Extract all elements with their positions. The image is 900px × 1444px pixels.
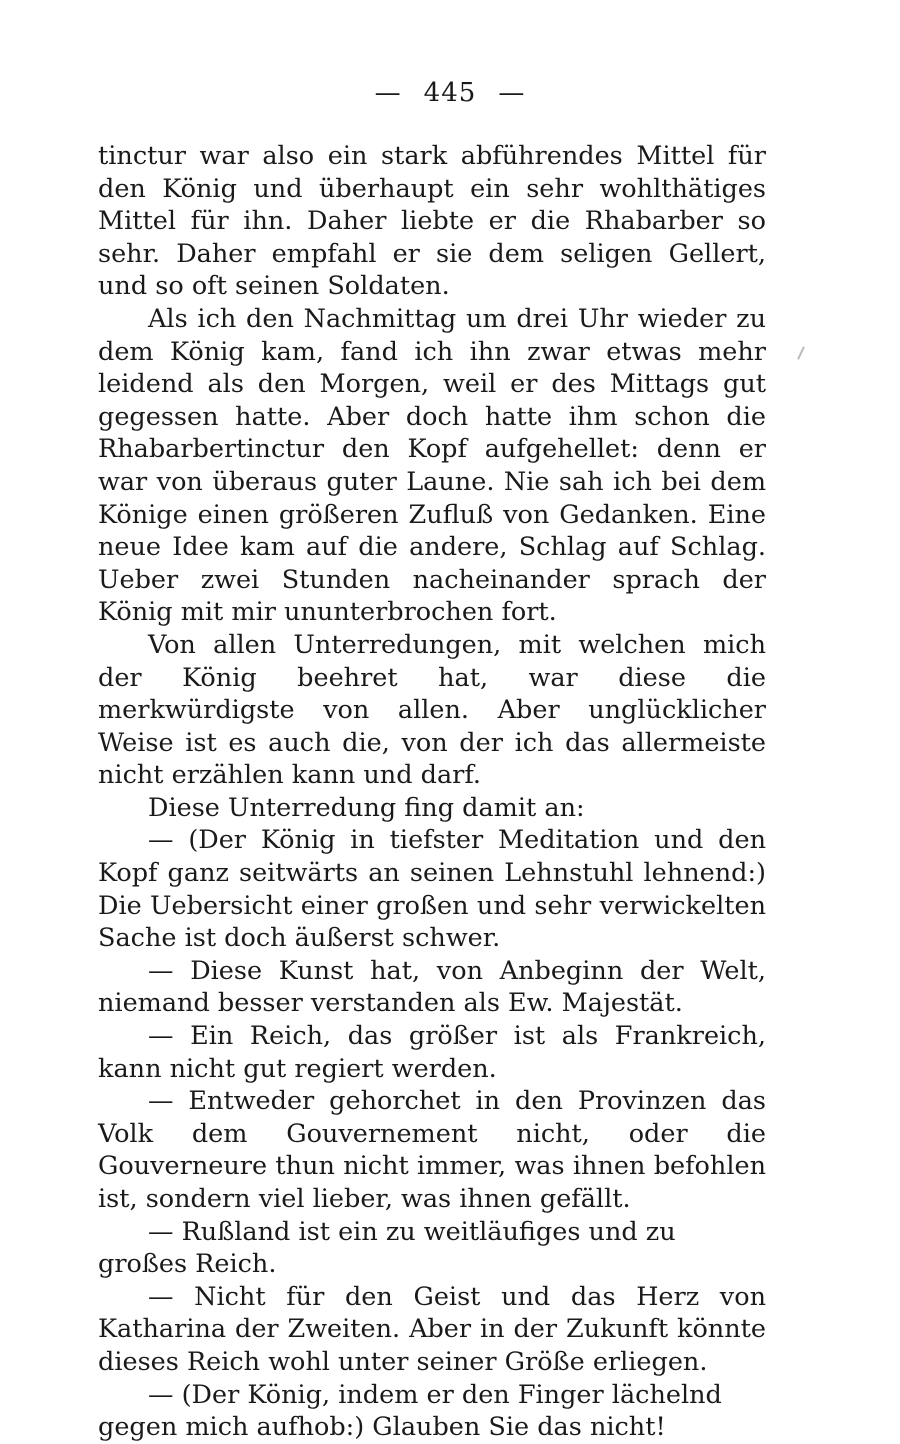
dialogue-line-6: — Nicht für den Geist und das Herz von Katharina der Zweiten. Aber in der Zukunft könnte dieses Reich wohl unter seiner Größe erliegen.: [98, 1281, 766, 1377]
pencil-mark: [797, 346, 805, 360]
dialogue-line-2: — Diese Kunst hat, von Anbeginn der Welt, niemand besser verstanden als Ew. Majestät.: [98, 955, 766, 1019]
dialogue-line-7: — (Der König, indem er den Finger lächelnd gegen mich aufhob:) Glauben Sie das nicht!: [98, 1379, 722, 1443]
header-dash-left: —: [374, 78, 402, 108]
body-text: [98, 140, 766, 1444]
page-number: 445: [423, 78, 477, 108]
paragraph-conversations: Von allen Unterredungen, mit welchen mich der König beehret hat, war diese die merkwürdigste von allen. Aber unglücklicher Weise ist es auch die, von der ich das allermeiste nicht erzählen kann und darf.: [98, 629, 766, 791]
page-header: [0, 78, 900, 108]
paragraph-afternoon-visit: Als ich den Nachmittag um drei Uhr wieder zu dem König kam, fand ich ihn zwar etwas mehr leidend als den Morgen, weil er des Mittags gut gegessen hatte. Aber doch hatte ihm schon die Rhabarbertinctur den Kopf aufgehellet: denn er war von überaus guter Laune. Nie sah ich bei dem Könige einen größeren Zufluß von Gedanken. Eine neue Idee kam auf die andere, Schlag auf Schlag. Ueber zwei Stunden nacheinander sprach der König mit mir ununterbrochen fort.: [98, 303, 766, 628]
dialogue-line-1: — (Der König in tiefster Meditation und den Kopf ganz seitwärts an seinen Lehnstuhl lehnend:) Die Uebersicht einer großen und sehr verwickelten Sache ist doch äußerst schwer.: [98, 825, 766, 954]
paragraph-continuation: tinctur war also ein stark abführendes Mittel für den König und überhaupt ein sehr wohlthätiges Mittel für ihn. Daher liebte er die Rhabarber so sehr. Daher empfahl er sie dem seligen Gellert, und so oft seinen Soldaten.: [98, 141, 766, 302]
paragraph-conversation-start: Diese Unterredung fing damit an:: [148, 792, 585, 823]
dialogue-line-5: — Rußland ist ein zu weitläufiges und zu großes Reich.: [98, 1216, 676, 1280]
dialogue-line-4: — Entweder gehorchet in den Provinzen das Volk dem Gouvernement nicht, oder die Gouverneure thun nicht immer, was ihnen befohlen ist, sondern viel lieber, was ihnen gefällt.: [98, 1086, 766, 1214]
header-dash-right: —: [498, 78, 526, 108]
dialogue-line-3: — Ein Reich, das größer ist als Frankreich, kann nicht gut regiert werden.: [98, 1021, 766, 1084]
